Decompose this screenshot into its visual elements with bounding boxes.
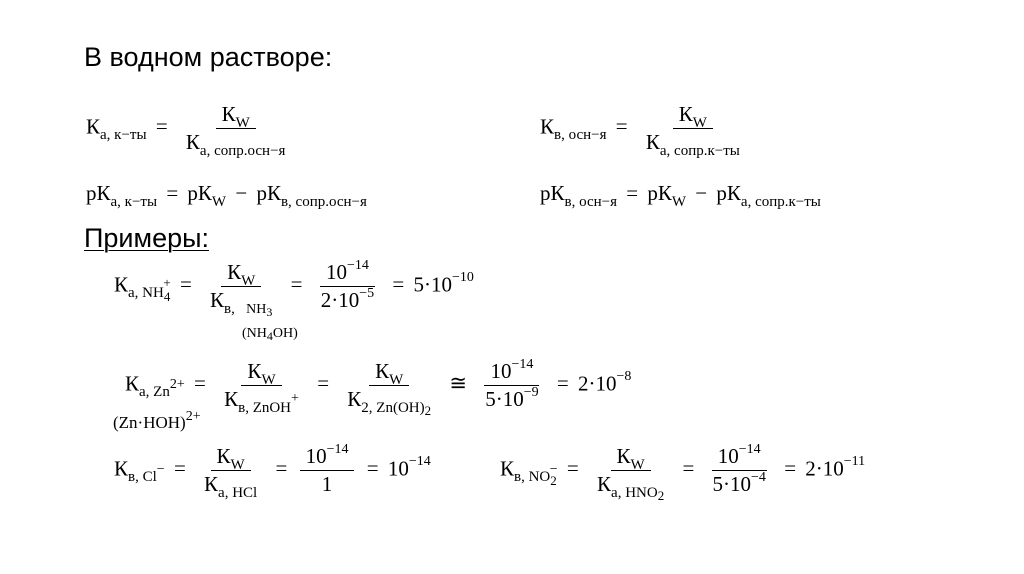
fraction: $\frac{К_W}{К_{в,} _{NH3}}$ [210,260,273,319]
fraction: $\frac{К_W}{К_{а, сопр.осн-я}}$ [185,102,286,159]
fraction: $\frac{К_W}{К_{в, ZnOH}+}$ [224,359,299,416]
formula-kb-base: $К_{в, осн-я}$ = $\frac{К_W}{К_{а, сопр.к-ты}}$ [540,104,749,153]
fraction: $\frac{К_W}{К_{а, HNO2}}$ [597,444,665,503]
fraction: $\frac{К_W}{К_{а, HCl}}$ [204,444,258,501]
formula-pka-acid: $pК_{а, к-ты} = pК_W - pК_{в, сопр.осн-я}$ [86,181,367,210]
example-nitrite: $К_{в, NO2}-$ = $\frac{К_W}{К_{а, HNO2}}$ = $\frac{10^{-14}}{5\cdot 10^{-4}}$ = $2\cdot 10^{-11}$ [500,442,866,503]
fraction: $\frac{К_W}{К_{2, Zn(OH)2}}$ [347,359,432,418]
example-ammonium: $К_{а, NH4}+$ = $\frac{К_W}{К_{в,} _{NH3}}$ = $\frac{10^{-14}}{2\cdot 10^{-5}}$ = $5\cdot 10^{-10}$ [114,258,474,319]
fraction: $\frac{10^{-14}}{5\cdot 10^{-9}}$ [485,357,539,411]
examples-heading: Примеры: [84,223,210,253]
fraction: $\frac{10^{-14}}{1}$ [300,446,355,495]
fraction: $\frac{К_W}{К_{а, сопр.к-ты}}$ [645,102,740,159]
example-zinc-ion: $К_{а, Zn}2+$ = $\frac{К_W}{К_{в, ZnOH}+}$ = $\frac{К_W}{К_{2, Zn(OH)2}}$ ≅ $\frac{10^{-14}}{5\cdot 10^{-9}}$ = $2\cdot 10^{-8}$ [125,357,632,418]
formula-ka-acid: $К_{а, к-ты}$ = $\frac{К_W}{К_{а, сопр.осн-я}}$ [86,104,294,153]
fraction: $\frac{10^{-14}}{2\cdot 10^{-5}}$ [320,258,375,312]
example-chloride: $К_{в, Cl}-$ = $\frac{К_W}{К_{а, HCl}}$ = $\frac{10^{-14}}{1}$ = $10^{-14}$ [114,442,431,501]
section-heading: В водном растворе: [84,42,333,72]
zinc-aqua-complex: $(Zn\cdot HOH)^{2+}$ [113,409,201,432]
formula-pkb-base: $pК_{в, осн-я} = pК_W - pК_{а, сопр.к-ты}$ [540,181,821,210]
ammonium-hydroxide-note: (NH4OH) [242,326,298,343]
fraction: $\frac{10^{-14}}{5\cdot 10^{-4}}$ [712,442,766,496]
